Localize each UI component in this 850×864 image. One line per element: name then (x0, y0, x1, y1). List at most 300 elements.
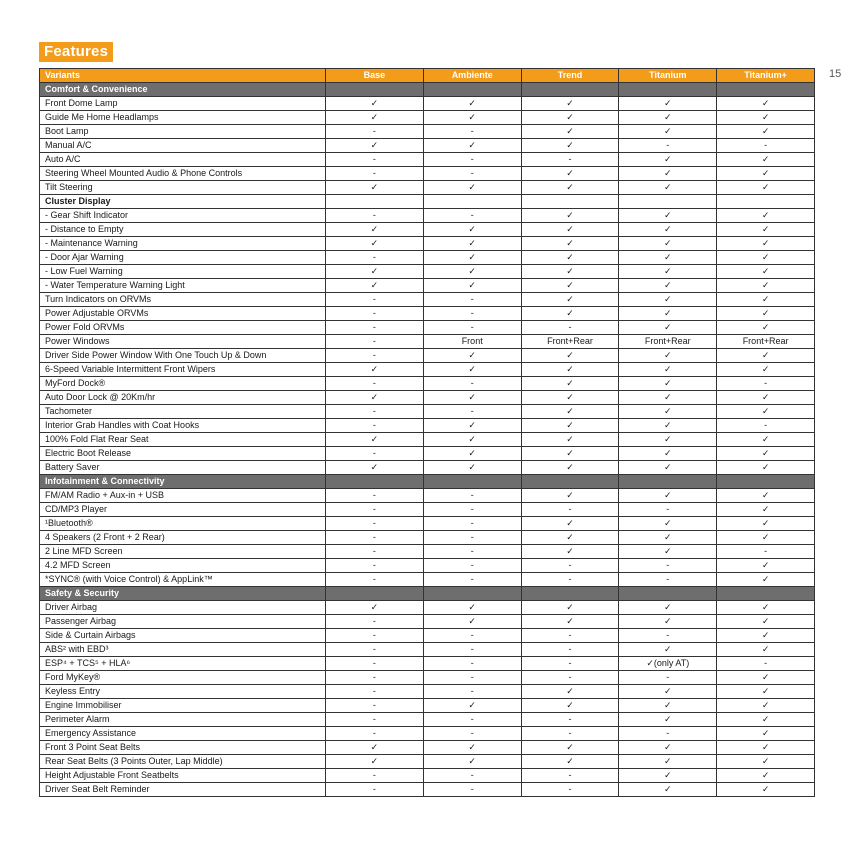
value-cell: - (423, 209, 521, 223)
value-cell: ✓ (521, 405, 619, 419)
table-row (40, 601, 815, 615)
value-cell: ✓ (423, 755, 521, 769)
value-cell: - (326, 629, 424, 643)
value-cell: ✓ (521, 391, 619, 405)
value-cell: - (423, 531, 521, 545)
value-cell: - (423, 559, 521, 573)
section-header-row (40, 475, 815, 489)
value-cell: ✓ (521, 489, 619, 503)
value-cell: ✓ (521, 419, 619, 433)
value-cell: - (326, 531, 424, 545)
table-row (40, 531, 815, 545)
feature-label: - Distance to Empty (40, 223, 326, 237)
value-cell: - (423, 727, 521, 741)
value-cell: ✓ (717, 265, 815, 279)
feature-label: Tachometer (40, 405, 326, 419)
value-cell: - (423, 167, 521, 181)
value-cell: ✓ (619, 251, 717, 265)
value-cell: ✓ (619, 293, 717, 307)
value-cell: - (423, 545, 521, 559)
value-cell: - (326, 153, 424, 167)
table-row (40, 657, 815, 671)
value-cell: ✓ (619, 97, 717, 111)
table-header-row (40, 69, 815, 83)
value-cell: - (521, 657, 619, 671)
table-row (40, 363, 815, 377)
feature-label: - Gear Shift Indicator (40, 209, 326, 223)
table-row (40, 265, 815, 279)
value-cell: ✓ (717, 223, 815, 237)
value-cell: ✓ (717, 181, 815, 195)
table-row (40, 139, 815, 153)
value-cell: ✓ (326, 755, 424, 769)
value-cell: ✓ (619, 391, 717, 405)
feature-label: Comfort & Convenience (40, 83, 326, 97)
value-cell: ✓ (619, 713, 717, 727)
table-row (40, 755, 815, 769)
value-cell: - (423, 671, 521, 685)
value-cell: ✓ (619, 349, 717, 363)
value-cell: - (521, 671, 619, 685)
value-cell: ✓ (717, 517, 815, 531)
section-header-row (40, 83, 815, 97)
table-row (40, 685, 815, 699)
feature-label: Power Adjustable ORVMs (40, 307, 326, 321)
empty-cell (326, 475, 424, 489)
value-cell: - (521, 643, 619, 657)
value-cell: ✓ (717, 671, 815, 685)
value-cell: ✓ (619, 279, 717, 293)
value-cell: - (619, 727, 717, 741)
header-cell-base: Base (326, 69, 424, 83)
feature-label: 2 Line MFD Screen (40, 545, 326, 559)
empty-cell (423, 475, 521, 489)
value-cell: ✓ (521, 461, 619, 475)
table-row (40, 251, 815, 265)
value-cell: ✓ (717, 167, 815, 181)
feature-label: Electric Boot Release (40, 447, 326, 461)
feature-label: - Door Ajar Warning (40, 251, 326, 265)
value-cell: ✓ (717, 727, 815, 741)
value-cell: ✓ (521, 433, 619, 447)
value-cell: ✓ (717, 699, 815, 713)
value-cell: - (326, 545, 424, 559)
value-cell: - (326, 573, 424, 587)
value-cell: ✓ (717, 601, 815, 615)
value-cell: ✓ (717, 769, 815, 783)
value-cell: - (423, 769, 521, 783)
value-cell: ✓ (717, 251, 815, 265)
table-row (40, 377, 815, 391)
value-cell: ✓ (521, 741, 619, 755)
value-cell: ✓ (717, 489, 815, 503)
feature-label: 100% Fold Flat Rear Seat (40, 433, 326, 447)
value-cell: ✓ (717, 461, 815, 475)
empty-cell (717, 195, 815, 209)
value-cell: ✓ (619, 223, 717, 237)
empty-cell (619, 475, 717, 489)
value-cell: ✓ (423, 111, 521, 125)
feature-label: Engine Immobiliser (40, 699, 326, 713)
empty-cell (521, 475, 619, 489)
value-cell: - (619, 503, 717, 517)
value-cell: ✓ (717, 153, 815, 167)
value-cell: ✓ (619, 111, 717, 125)
value-cell: ✓ (521, 111, 619, 125)
value-cell: ✓ (717, 111, 815, 125)
feature-label: Guide Me Home Headlamps (40, 111, 326, 125)
value-cell: ✓ (326, 237, 424, 251)
value-cell: ✓ (717, 349, 815, 363)
header-cell-variants: Variants (40, 69, 326, 83)
value-cell: ✓ (521, 223, 619, 237)
feature-label: Manual A/C (40, 139, 326, 153)
value-cell: - (521, 321, 619, 335)
value-cell: ✓ (619, 265, 717, 279)
value-cell: - (423, 573, 521, 587)
feature-label: 6-Speed Variable Intermittent Front Wipers (40, 363, 326, 377)
table-row (40, 433, 815, 447)
value-cell: ✓ (423, 391, 521, 405)
feature-label: CD/MP3 Player (40, 503, 326, 517)
table-row (40, 167, 815, 181)
table-row (40, 503, 815, 517)
value-cell: ✓ (717, 643, 815, 657)
value-cell: - (423, 783, 521, 797)
feature-label: Front Dome Lamp (40, 97, 326, 111)
value-cell: ✓ (717, 573, 815, 587)
value-cell: ✓ (717, 97, 815, 111)
value-cell: ✓ (717, 321, 815, 335)
value-cell: ✓ (619, 643, 717, 657)
value-cell: - (326, 447, 424, 461)
feature-label: Safety & Security (40, 587, 326, 601)
value-cell: ✓ (619, 447, 717, 461)
table-row (40, 237, 815, 251)
empty-cell (619, 587, 717, 601)
table-row (40, 699, 815, 713)
empty-cell (423, 83, 521, 97)
value-cell: ✓ (619, 405, 717, 419)
value-cell: ✓ (619, 209, 717, 223)
value-cell: - (326, 489, 424, 503)
value-cell: - (423, 643, 521, 657)
value-cell: ✓ (521, 251, 619, 265)
table-row (40, 209, 815, 223)
feature-label: Tilt Steering (40, 181, 326, 195)
value-cell: ✓ (423, 615, 521, 629)
value-cell: ✓ (423, 139, 521, 153)
table-row (40, 125, 815, 139)
value-cell: - (326, 335, 424, 349)
empty-cell (521, 195, 619, 209)
value-cell: - (521, 503, 619, 517)
value-cell: ✓ (619, 363, 717, 377)
value-cell: ✓ (619, 433, 717, 447)
feature-label: Height Adjustable Front Seatbelts (40, 769, 326, 783)
value-cell: ✓ (521, 237, 619, 251)
value-cell: ✓ (521, 307, 619, 321)
feature-label: Infotainment & Connectivity (40, 475, 326, 489)
value-cell: ✓ (619, 237, 717, 251)
empty-cell (521, 83, 619, 97)
value-cell: - (521, 727, 619, 741)
feature-label: MyFord Dock® (40, 377, 326, 391)
value-cell: ✓ (521, 755, 619, 769)
value-cell: - (326, 699, 424, 713)
value-cell: ✓ (717, 293, 815, 307)
features-table (39, 68, 815, 797)
table-row (40, 643, 815, 657)
value-cell: ✓ (619, 153, 717, 167)
section-header-row (40, 587, 815, 601)
value-cell: ✓ (326, 97, 424, 111)
table-row (40, 461, 815, 475)
value-cell: - (326, 377, 424, 391)
value-cell: - (619, 139, 717, 153)
value-cell: ✓ (521, 209, 619, 223)
table-row (40, 153, 815, 167)
value-cell: ✓ (717, 433, 815, 447)
value-cell: - (619, 573, 717, 587)
empty-cell (326, 83, 424, 97)
value-cell: - (423, 685, 521, 699)
value-cell: ✓ (521, 517, 619, 531)
table-row (40, 447, 815, 461)
subsection-header-row (40, 195, 815, 209)
value-cell: - (326, 293, 424, 307)
value-cell: - (423, 713, 521, 727)
table-row (40, 293, 815, 307)
header-cell-ambiente: Ambiente (423, 69, 521, 83)
feature-label: Steering Wheel Mounted Audio & Phone Controls (40, 167, 326, 181)
value-cell: ✓ (619, 615, 717, 629)
table-row (40, 769, 815, 783)
value-cell: ✓ (521, 167, 619, 181)
table-row (40, 321, 815, 335)
value-cell: - (423, 503, 521, 517)
page-title: Features (39, 42, 113, 62)
value-cell: ✓ (423, 419, 521, 433)
value-cell: - (521, 153, 619, 167)
value-cell: - (521, 769, 619, 783)
value-cell: ✓ (619, 377, 717, 391)
value-cell: - (326, 615, 424, 629)
value-cell: - (326, 559, 424, 573)
empty-cell (717, 587, 815, 601)
value-cell: - (717, 419, 815, 433)
value-cell: ✓ (717, 237, 815, 251)
feature-label: ¹Bluetooth® (40, 517, 326, 531)
feature-label: Cluster Display (40, 195, 326, 209)
value-cell: ✓ (619, 307, 717, 321)
value-cell: ✓ (619, 545, 717, 559)
empty-cell (521, 587, 619, 601)
value-cell: ✓ (326, 265, 424, 279)
value-cell: - (423, 629, 521, 643)
value-cell: ✓ (717, 447, 815, 461)
value-cell: - (521, 783, 619, 797)
value-cell: ✓ (423, 363, 521, 377)
value-cell: - (326, 125, 424, 139)
value-cell: ✓ (326, 181, 424, 195)
value-cell: ✓ (521, 615, 619, 629)
empty-cell (423, 587, 521, 601)
feature-label: Boot Lamp (40, 125, 326, 139)
empty-cell (326, 195, 424, 209)
value-cell: ✓ (423, 601, 521, 615)
table-row (40, 181, 815, 195)
value-cell: - (326, 685, 424, 699)
value-cell: ✓ (619, 167, 717, 181)
table-row (40, 489, 815, 503)
table-row (40, 405, 815, 419)
feature-label: Power Fold ORVMs (40, 321, 326, 335)
empty-cell (619, 195, 717, 209)
value-cell: - (717, 139, 815, 153)
value-cell: ✓ (717, 559, 815, 573)
feature-label: ESP⁴ + TCS⁵ + HLA⁶ (40, 657, 326, 671)
table-row (40, 741, 815, 755)
value-cell: ✓ (521, 97, 619, 111)
value-cell: Front+Rear (717, 335, 815, 349)
value-cell: ✓ (619, 489, 717, 503)
empty-cell (423, 195, 521, 209)
value-cell: Front+Rear (521, 335, 619, 349)
feature-label: Perimeter Alarm (40, 713, 326, 727)
value-cell: - (326, 419, 424, 433)
value-cell: - (423, 125, 521, 139)
table-row (40, 223, 815, 237)
value-cell: ✓ (423, 741, 521, 755)
value-cell: - (326, 783, 424, 797)
value-cell: ✓ (521, 447, 619, 461)
value-cell: - (326, 671, 424, 685)
value-cell: - (619, 559, 717, 573)
value-cell: ✓ (717, 615, 815, 629)
table-row (40, 335, 815, 349)
value-cell: ✓ (717, 685, 815, 699)
value-cell: ✓ (521, 265, 619, 279)
value-cell: ✓ (619, 769, 717, 783)
value-cell: ✓ (326, 139, 424, 153)
table-row (40, 349, 815, 363)
value-cell: ✓ (521, 293, 619, 307)
table-row (40, 573, 815, 587)
value-cell: ✓ (521, 139, 619, 153)
value-cell: ✓ (717, 713, 815, 727)
value-cell: - (326, 307, 424, 321)
value-cell: ✓ (423, 461, 521, 475)
value-cell: ✓ (423, 433, 521, 447)
value-cell: ✓ (423, 181, 521, 195)
empty-cell (717, 83, 815, 97)
value-cell: - (423, 517, 521, 531)
feature-label: Rear Seat Belts (3 Points Outer, Lap Middle) (40, 755, 326, 769)
feature-label: - Maintenance Warning (40, 237, 326, 251)
feature-label: Ford MyKey® (40, 671, 326, 685)
table-row (40, 545, 815, 559)
feature-label: Interior Grab Handles with Coat Hooks (40, 419, 326, 433)
value-cell: - (423, 321, 521, 335)
value-cell: ✓ (423, 223, 521, 237)
value-cell: - (619, 671, 717, 685)
table-row (40, 671, 815, 685)
value-cell: ✓ (619, 461, 717, 475)
value-cell: Front (423, 335, 521, 349)
value-cell: ✓ (521, 685, 619, 699)
value-cell: ✓ (423, 97, 521, 111)
value-cell: ✓ (521, 125, 619, 139)
value-cell: ✓ (326, 111, 424, 125)
value-cell: - (326, 657, 424, 671)
value-cell: - (423, 377, 521, 391)
feature-label: Auto Door Lock @ 20Km/hr (40, 391, 326, 405)
feature-label: Emergency Assistance (40, 727, 326, 741)
table-row (40, 419, 815, 433)
value-cell: ✓ (423, 265, 521, 279)
value-cell: ✓ (717, 391, 815, 405)
feature-label: Front 3 Point Seat Belts (40, 741, 326, 755)
table-row (40, 111, 815, 125)
value-cell: ✓ (619, 321, 717, 335)
value-cell: ✓ (717, 363, 815, 377)
value-cell: ✓ (619, 783, 717, 797)
value-cell: ✓ (521, 545, 619, 559)
value-cell: - (423, 153, 521, 167)
value-cell: ✓ (717, 629, 815, 643)
value-cell: - (326, 167, 424, 181)
value-cell: ✓ (717, 209, 815, 223)
value-cell: - (326, 643, 424, 657)
value-cell: ✓ (423, 447, 521, 461)
value-cell: - (717, 377, 815, 391)
value-cell: ✓ (717, 279, 815, 293)
value-cell: ✓ (326, 741, 424, 755)
value-cell: ✓ (717, 755, 815, 769)
empty-cell (326, 587, 424, 601)
value-cell: - (423, 405, 521, 419)
value-cell: - (423, 657, 521, 671)
value-cell: ✓ (521, 279, 619, 293)
value-cell: ✓ (521, 531, 619, 545)
feature-label: Turn Indicators on ORVMs (40, 293, 326, 307)
value-cell: ✓ (619, 419, 717, 433)
value-cell: ✓ (619, 685, 717, 699)
value-cell: ✓ (423, 279, 521, 293)
table-row (40, 517, 815, 531)
value-cell: ✓ (521, 181, 619, 195)
value-cell: - (423, 307, 521, 321)
value-cell: - (326, 769, 424, 783)
value-cell: - (326, 727, 424, 741)
value-cell: - (521, 573, 619, 587)
header-cell-trend: Trend (521, 69, 619, 83)
value-cell: - (717, 657, 815, 671)
value-cell: - (326, 517, 424, 531)
value-cell: ✓ (717, 741, 815, 755)
value-cell: ✓ (521, 349, 619, 363)
value-cell: ✓ (619, 601, 717, 615)
value-cell: ✓ (326, 601, 424, 615)
feature-label: Battery Saver (40, 461, 326, 475)
value-cell: ✓(only AT) (619, 657, 717, 671)
table-row (40, 279, 815, 293)
feature-label: Auto A/C (40, 153, 326, 167)
feature-label: - Low Fuel Warning (40, 265, 326, 279)
value-cell: - (521, 713, 619, 727)
table-row (40, 615, 815, 629)
